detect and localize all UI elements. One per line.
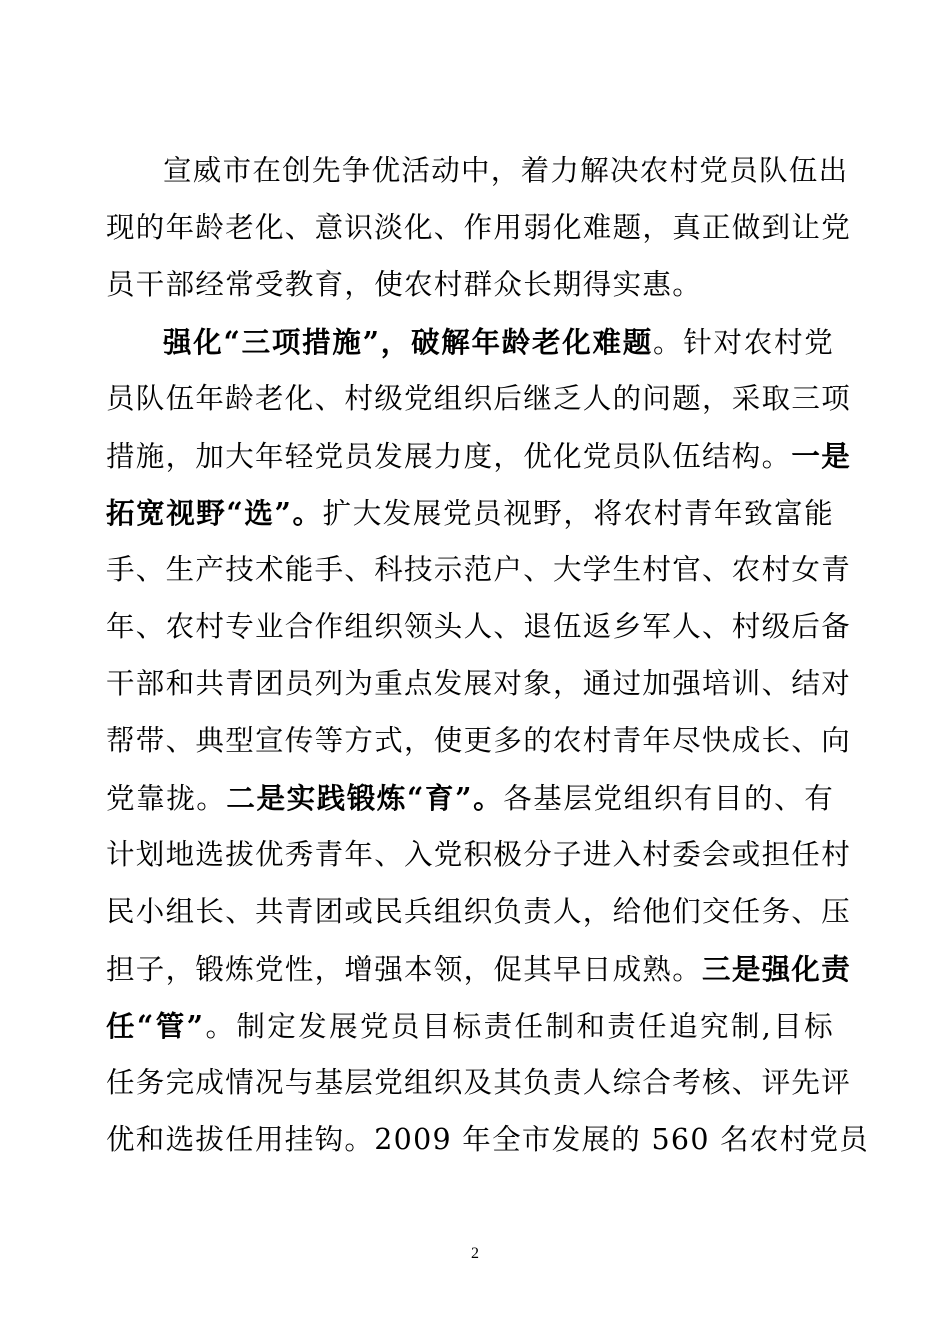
paragraph-2-line-1: [163, 322, 834, 362]
paragraph-2-text: 党靠拢。: [106, 782, 227, 815]
paragraph-2-line-9: [106, 778, 834, 818]
paragraph-2-line-3: [106, 436, 852, 476]
paragraph-1-line-2: 现的年龄老化、意识淡化、作用弱化难题，真正做到让党: [106, 211, 852, 244]
paragraph-2-line-13: [106, 1006, 834, 1046]
paragraph-2-line-11: 民小组长、共青团或民兵组织负责人，给他们交任务、压: [106, 895, 852, 928]
paragraph-2-line-4: [106, 493, 834, 533]
paragraph-1-line-3: 员干部经常受教育，使农村群众长期得实惠。: [106, 268, 703, 301]
page-number: 2: [471, 1245, 479, 1262]
paragraph-2-line-14: 任务完成情况与基层党组织及其负责人综合考核、评先评: [106, 1066, 852, 1099]
paragraph-2-text: 措施，加大年轻党员发展力度，优化党员队伍结构。: [106, 440, 792, 473]
point-3-label: 三是强化责: [702, 952, 852, 986]
paragraph-2-line-7: 干部和共青团员列为重点发展对象，通过加强培训、结对: [106, 667, 852, 700]
point-2-label: 二是实践锻炼“育”。: [226, 781, 504, 815]
paragraph-2-text: 。针对农村党: [652, 326, 834, 359]
point-1-label: 拓宽视野“选”。: [106, 496, 323, 530]
paragraph-2-line-10: 计划地选拔优秀青年、入党积极分子进入村委会或担任村: [106, 838, 852, 871]
section-heading: 强化“三项措施”，破解年龄老化难题: [163, 325, 653, 359]
paragraph-2-text: 扩大发展党员视野，将农村青年致富能: [322, 497, 834, 530]
paragraph-1-line-1: 宣威市在创先争优活动中，着力解决农村党员队伍出: [163, 154, 849, 187]
paragraph-2-text: 。制定发展党员目标责任制和责任追究制,目标: [204, 1010, 834, 1043]
paragraph-2-text: 各基层党组织有目的、有: [503, 782, 834, 815]
paragraph-2-text: 担子，锻炼党性，增强本领，促其早日成熟。: [106, 953, 703, 986]
paragraph-2-line-5: 手、生产技术能手、科技示范户、大学生村官、农村女青: [106, 553, 852, 586]
paragraph-2-line-8: 帮带、典型宣传等方式，使更多的农村青年尽快成长、向: [106, 724, 852, 757]
paragraph-2-line-6: 年、农村专业合作组织领头人、退伍返乡军人、村级后备: [106, 610, 852, 643]
paragraph-2-line-12: [106, 949, 852, 989]
point-3-label: 任“管”: [106, 1009, 205, 1043]
point-1-label: 一是: [791, 439, 852, 473]
paragraph-2-line-2: 员队伍年龄老化、村级党组织后继乏人的问题，采取三项: [106, 382, 852, 415]
paragraph-2-line-15: 优和选拔任用挂钩。2009 年全市发展的 560 名农村党员: [106, 1123, 870, 1156]
